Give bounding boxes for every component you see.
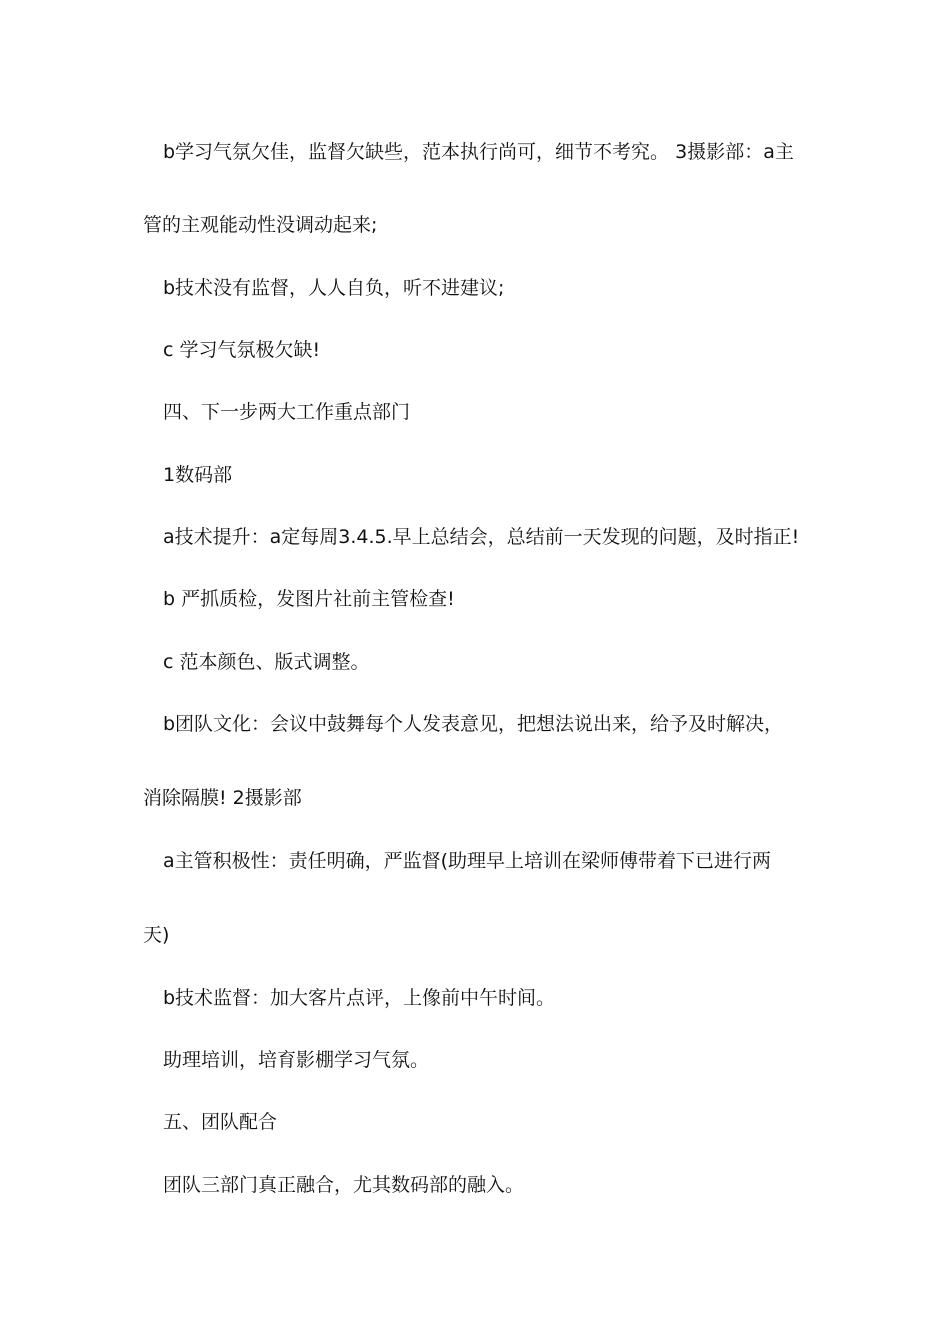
paragraph-line: a技术提升：a定每周3.4.5.早上总结会，总结前一天发现的问题，及时指正! bbox=[163, 526, 800, 548]
paragraph-line: a主管积极性：责任明确，严监督(助理早上培训在梁师傅带着下已进行两 bbox=[163, 850, 772, 872]
subsection-heading: 1数码部 bbox=[163, 464, 233, 486]
section-heading: 五、团队配合 bbox=[163, 1111, 278, 1133]
paragraph-line: 消除隔膜! 2摄影部 bbox=[143, 787, 302, 809]
paragraph-line: 管的主观能动性没调动起来; bbox=[143, 214, 378, 236]
paragraph-line: b技术没有监督，人人自负，听不进建议; bbox=[163, 277, 505, 299]
paragraph-line: b 严抓质检，发图片社前主管检查! bbox=[163, 588, 455, 610]
section-heading: 四、下一步两大工作重点部门 bbox=[163, 401, 411, 423]
paragraph-line: c 范本颜色、版式调整。 bbox=[163, 651, 370, 673]
paragraph-line: b技术监督：加大客片点评，上像前中午时间。 bbox=[163, 987, 556, 1009]
paragraph-line: 助理培训，培育影棚学习气氛。 bbox=[163, 1049, 430, 1071]
paragraph-line: b学习气氛欠佳，监督欠缺些，范本执行尚可，细节不考究。 3摄影部：a主 bbox=[163, 141, 794, 163]
paragraph-line: b团队文化：会议中鼓舞每个人发表意见，把想法说出来，给予及时解决， bbox=[163, 713, 784, 735]
paragraph-line: c 学习气氛极欠缺! bbox=[163, 339, 321, 361]
paragraph-line: 团队三部门真正融合，尤其数码部的融入。 bbox=[163, 1174, 525, 1196]
paragraph-line: 天) bbox=[143, 924, 170, 946]
